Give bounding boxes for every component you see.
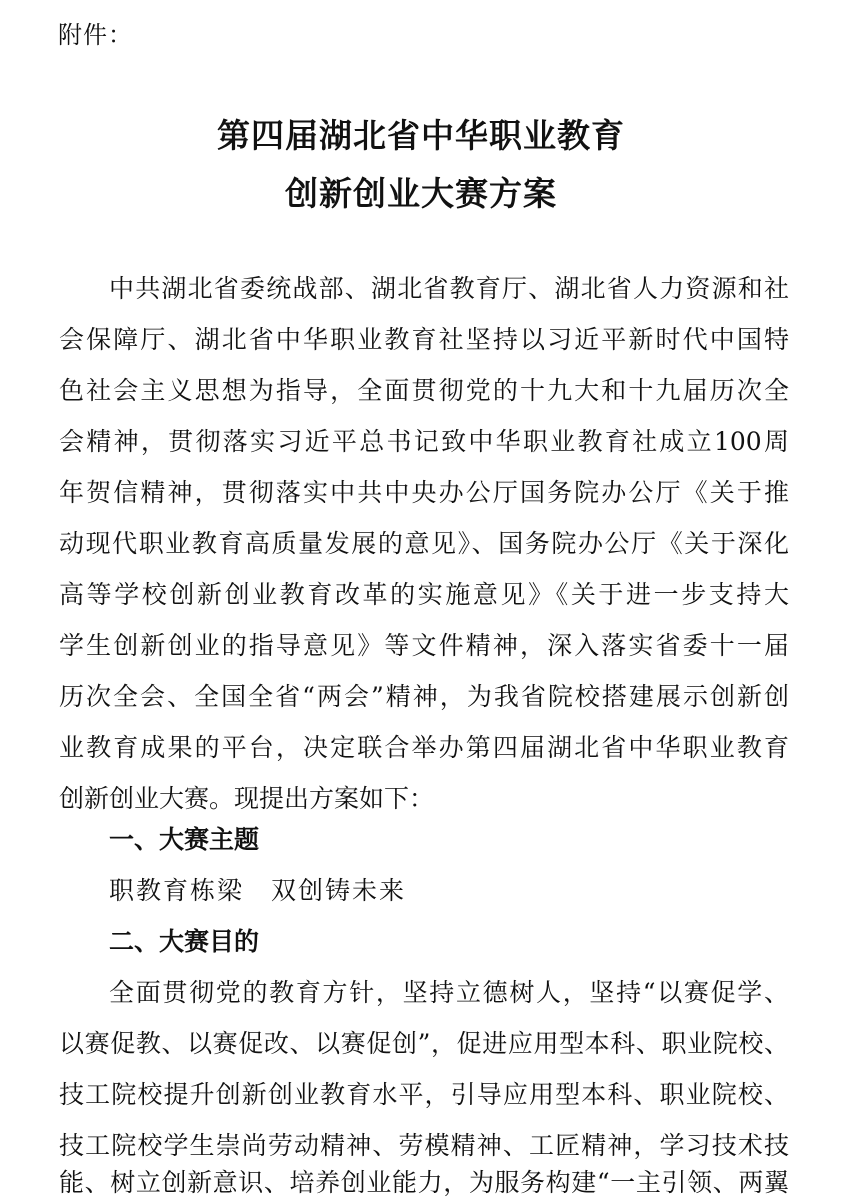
- intro-paragraph-line: 动现代职业教育高质量发展的意见》、国务院办公厅《关于深化: [59, 529, 789, 558]
- intro-paragraph-line: 中共湖北省委统战部、湖北省教育厅、湖北省人力资源和社: [109, 274, 789, 303]
- intro-paragraph-line: 业教育成果的平台，决定联合举办第四届湖北省中华职业教育: [59, 733, 789, 762]
- contest-theme-text: 职教育栋梁 双创铸未来: [109, 876, 407, 905]
- attachment-label: 附件：: [58, 21, 133, 49]
- purpose-paragraph-line: 技工院校提升创新创业教育水平，引导应用型本科、职业院校、: [59, 1080, 789, 1109]
- section-heading-theme: 一、大赛主题: [109, 825, 260, 854]
- purpose-paragraph-line: 全面贯彻党的教育方针，坚持立德树人，坚持“以赛促学、: [109, 978, 789, 1007]
- purpose-paragraph-line: 技工院校学生崇尚劳动精神、劳模精神、工匠精神，学习技术技: [59, 1131, 789, 1160]
- section-heading-purpose: 二、大赛目的: [109, 927, 260, 956]
- document-title-line-2: 创新创业大赛方案: [285, 174, 557, 213]
- document-title-line-1: 第四届湖北省中华职业教育: [217, 116, 625, 155]
- purpose-paragraph-line: 以赛促教、以赛促改、以赛促创”，促进应用型本科、职业院校、: [59, 1029, 789, 1058]
- intro-paragraph-line: 会保障厅、湖北省中华职业教育社坚持以习近平新时代中国特: [59, 325, 789, 354]
- purpose-paragraph-line: 能、树立创新意识、培养创业能力，为服务构建“一主引领、两翼: [59, 1168, 789, 1197]
- intro-paragraph-line: 年贺信精神，贯彻落实中共中央办公厅国务院办公厅《关于推: [59, 478, 789, 507]
- intro-paragraph-line: 色社会主义思想为指导，全面贯彻党的十九大和十九届历次全: [59, 376, 789, 405]
- intro-paragraph-line: 高等学校创新创业教育改革的实施意见》《关于进一步支持大: [59, 580, 789, 609]
- intro-paragraph-line: 学生创新创业的指导意见》等文件精神，深入落实省委十一届: [59, 631, 789, 660]
- intro-paragraph-line: 创新创业大赛。现提出方案如下：: [59, 784, 435, 813]
- intro-paragraph-line: 历次全会、全国全省“两会”精神，为我省院校搭建展示创新创: [59, 682, 789, 711]
- intro-paragraph-line: 会精神，贯彻落实习近平总书记致中华职业教育社成立100周: [59, 427, 789, 456]
